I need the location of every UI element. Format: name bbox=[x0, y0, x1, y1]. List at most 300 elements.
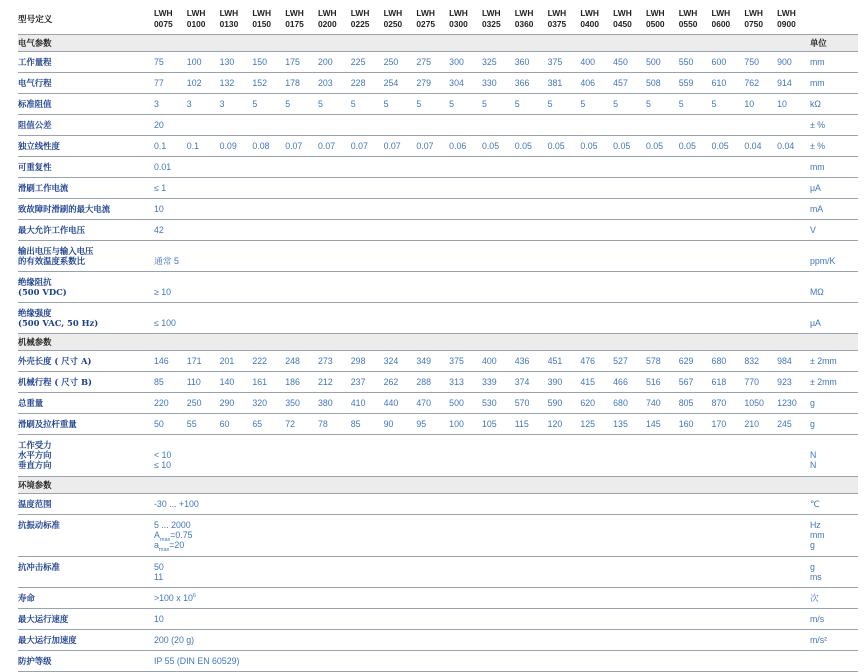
spec-row bbox=[18, 587, 858, 608]
model-code bbox=[580, 4, 613, 34]
model-code bbox=[384, 4, 417, 34]
spec-label-line: 绝缘强度 bbox=[18, 307, 52, 318]
spec-value: 10 bbox=[154, 608, 810, 629]
spec-row bbox=[18, 72, 858, 93]
spec-unit: mm bbox=[810, 51, 858, 72]
spec-row bbox=[18, 271, 858, 302]
spec-value: 590 bbox=[548, 392, 581, 413]
spec-value: 145 bbox=[646, 413, 679, 434]
spec-unit: mA bbox=[810, 198, 858, 219]
spec-row bbox=[18, 135, 858, 156]
spec-value-line bbox=[154, 277, 810, 287]
spec-label-line: 工作受力 bbox=[18, 440, 52, 450]
spec-label: 独立线性度 bbox=[18, 135, 154, 156]
spec-label: 最大运行加速度 bbox=[18, 629, 154, 650]
model-code bbox=[613, 4, 646, 34]
spec-value: 0.08 bbox=[252, 135, 285, 156]
spec-value: 210 bbox=[744, 413, 777, 434]
spec-unit: ± % bbox=[810, 135, 858, 156]
spec-value: 900 bbox=[777, 51, 810, 72]
spec-value: 200 (20 g) bbox=[154, 629, 810, 650]
model-number: 0175 bbox=[285, 18, 304, 29]
spec-label-line: 垂直方向 bbox=[18, 460, 52, 470]
spec-value: 203 bbox=[318, 72, 351, 93]
model-code bbox=[646, 4, 679, 34]
model-code bbox=[712, 4, 745, 34]
spec-value: 390 bbox=[548, 371, 581, 392]
spec-value: 254 bbox=[384, 72, 417, 93]
spec-row bbox=[18, 514, 858, 556]
spec-value: 0.04 bbox=[744, 135, 777, 156]
spec-unit: kΩ bbox=[810, 93, 858, 114]
spec-value: 102 bbox=[187, 72, 220, 93]
spec-unit-line: mm bbox=[809, 530, 825, 540]
model-code bbox=[744, 4, 777, 34]
section-title: 环境参数 bbox=[18, 476, 810, 493]
model-number: 0075 bbox=[154, 18, 173, 29]
spec-value: 5 bbox=[252, 93, 285, 114]
spec-value: 110 bbox=[187, 371, 220, 392]
section-title: 电气参数 bbox=[18, 34, 810, 51]
model-code bbox=[482, 4, 515, 34]
spec-value: 567 bbox=[679, 371, 712, 392]
spec-label-line: 抗振动标准 bbox=[18, 520, 60, 530]
spec-row bbox=[18, 219, 858, 240]
spec-unit: μA bbox=[810, 177, 858, 198]
spec-unit: m/s bbox=[810, 608, 858, 629]
spec-unit-line: g bbox=[809, 540, 815, 550]
spec-value: 115 bbox=[515, 413, 548, 434]
spec-value: 125 bbox=[580, 413, 613, 434]
model-number: 0275 bbox=[416, 18, 436, 29]
spec-value: 0.06 bbox=[449, 135, 482, 156]
spec-unit-line: ppm/K bbox=[809, 255, 836, 266]
spec-value: 0.05 bbox=[548, 135, 581, 156]
spec-value: 466 bbox=[613, 371, 646, 392]
spec-value: 78 bbox=[318, 413, 351, 434]
model-code bbox=[252, 4, 285, 34]
model-series: LWH bbox=[547, 8, 567, 19]
spec-value: 360 bbox=[515, 51, 548, 72]
spec-value: 680 bbox=[613, 392, 646, 413]
spec-value: 100 bbox=[449, 413, 482, 434]
spec-value: 500 bbox=[646, 51, 679, 72]
model-series: LWH bbox=[449, 8, 468, 19]
spec-label: 防护等级 bbox=[18, 650, 154, 671]
spec-unit: m/s² bbox=[810, 629, 858, 650]
spec-value bbox=[154, 434, 810, 476]
unit-column-header: 单位 bbox=[810, 34, 858, 51]
spec-value: 516 bbox=[646, 371, 679, 392]
spec-value: 85 bbox=[154, 371, 187, 392]
spec-value: -30 ... +100 bbox=[154, 493, 810, 514]
spec-value: 201 bbox=[220, 350, 253, 371]
spec-unit bbox=[810, 240, 858, 271]
spec-value: 375 bbox=[548, 51, 581, 72]
model-number: 0450 bbox=[613, 18, 632, 29]
model-number: 0130 bbox=[219, 18, 239, 29]
spec-value: 0.05 bbox=[482, 135, 515, 156]
spec-unit-line: N bbox=[809, 450, 817, 460]
model-series: LWH bbox=[777, 8, 796, 19]
spec-row bbox=[18, 556, 858, 587]
spec-value-line: 5 ... 2000 bbox=[154, 520, 191, 530]
header-label: 型号定义 bbox=[18, 13, 53, 24]
spec-value-line: 50 bbox=[154, 561, 164, 572]
spec-value: 0.05 bbox=[679, 135, 712, 156]
spec-unit-line: μA bbox=[809, 317, 821, 328]
spec-value: 132 bbox=[220, 72, 253, 93]
spec-value: 410 bbox=[351, 392, 384, 413]
spec-value: 220 bbox=[154, 392, 187, 413]
spec-value: 5 bbox=[351, 93, 384, 114]
spec-value: 762 bbox=[744, 72, 777, 93]
spec-label bbox=[18, 434, 154, 476]
model-code bbox=[416, 4, 449, 34]
spec-value: 832 bbox=[744, 350, 777, 371]
spec-value: 530 bbox=[482, 392, 515, 413]
spec-unit: mm bbox=[810, 156, 858, 177]
spec-unit-line: N bbox=[809, 460, 817, 470]
model-number: 0400 bbox=[580, 18, 599, 29]
spec-value: 273 bbox=[318, 350, 351, 371]
spec-value: IP 55 (DIN EN 60529) bbox=[154, 650, 810, 671]
spec-value: 0.05 bbox=[580, 135, 613, 156]
spec-unit: g bbox=[810, 392, 858, 413]
spec-value: 618 bbox=[712, 371, 745, 392]
spec-value: 476 bbox=[580, 350, 613, 371]
section-header-row bbox=[18, 476, 858, 493]
spec-value: 275 bbox=[416, 51, 449, 72]
spec-value: 0.05 bbox=[712, 135, 745, 156]
spec-value: 406 bbox=[580, 72, 613, 93]
spec-value: 570 bbox=[515, 392, 548, 413]
spec-value: 0.01 bbox=[154, 156, 810, 177]
spec-row bbox=[18, 240, 858, 271]
spec-value: 5 bbox=[449, 93, 482, 114]
section-header-row bbox=[18, 333, 858, 350]
spec-value: 0.05 bbox=[646, 135, 679, 156]
model-number: 0550 bbox=[678, 18, 698, 29]
spec-value: 0.05 bbox=[613, 135, 646, 156]
model-code bbox=[220, 4, 253, 34]
spec-value: 186 bbox=[285, 371, 318, 392]
spec-value: 171 bbox=[187, 350, 220, 371]
spec-value: 5 bbox=[416, 93, 449, 114]
model-series: LWH bbox=[350, 8, 370, 19]
spec-value: 600 bbox=[712, 51, 745, 72]
header-unit-spacer bbox=[810, 4, 858, 34]
spec-unit: V bbox=[810, 219, 858, 240]
spec-value: 550 bbox=[679, 51, 712, 72]
spec-row bbox=[18, 156, 858, 177]
spec-value bbox=[154, 514, 810, 556]
spec-unit-line: Hz bbox=[809, 520, 821, 530]
spec-value: 95 bbox=[416, 413, 449, 434]
spec-value: 0.07 bbox=[384, 135, 417, 156]
model-code bbox=[515, 4, 548, 34]
spec-value: 0.05 bbox=[515, 135, 548, 156]
spec-value-line: $a_{max}=20$ bbox=[154, 540, 185, 553]
spec-value: 212 bbox=[318, 371, 351, 392]
spec-unit: g bbox=[810, 413, 858, 434]
spec-value: 178 bbox=[285, 72, 318, 93]
spec-unit: 次 bbox=[810, 587, 858, 608]
spec-label: 阻值公差 bbox=[18, 114, 154, 135]
spec-value: 5 bbox=[712, 93, 745, 114]
spec-value: 300 bbox=[449, 51, 482, 72]
spec-unit bbox=[810, 514, 858, 556]
spec-label bbox=[18, 556, 154, 587]
spec-value: 10 bbox=[744, 93, 777, 114]
spec-value: 0.07 bbox=[318, 135, 351, 156]
spec-unit: mm bbox=[810, 72, 858, 93]
spec-label bbox=[18, 240, 154, 271]
model-series: LWH bbox=[154, 8, 173, 19]
spec-label-line bbox=[18, 530, 154, 540]
spec-value: 381 bbox=[548, 72, 581, 93]
spec-unit-line: g bbox=[809, 561, 815, 572]
spec-value: 349 bbox=[416, 350, 449, 371]
model-series: LWH bbox=[613, 8, 632, 19]
spec-value bbox=[154, 302, 810, 333]
spec-value: 146 bbox=[154, 350, 187, 371]
spec-value: 5 bbox=[285, 93, 318, 114]
spec-value: 105 bbox=[482, 413, 515, 434]
spec-unit bbox=[810, 556, 858, 587]
model-number: 0750 bbox=[744, 18, 763, 29]
spec-value: 0.07 bbox=[285, 135, 318, 156]
model-number: 0300 bbox=[449, 18, 468, 29]
spec-label: 最大允许工作电压 bbox=[18, 219, 154, 240]
spec-value: 1230 bbox=[777, 392, 810, 413]
model-number: 0225 bbox=[350, 18, 370, 29]
spec-value: 805 bbox=[679, 392, 712, 413]
spec-unit: ℃ bbox=[810, 493, 858, 514]
spec-row bbox=[18, 392, 858, 413]
spec-value: 400 bbox=[580, 51, 613, 72]
spec-row bbox=[18, 493, 858, 514]
spec-value: 245 bbox=[777, 413, 810, 434]
spec-value: 0.04 bbox=[777, 135, 810, 156]
spec-value: 470 bbox=[416, 392, 449, 413]
spec-row bbox=[18, 434, 858, 476]
spec-value: >100 x $10^6$ bbox=[154, 587, 810, 608]
spec-value bbox=[154, 271, 810, 302]
spec-label-line: 抗冲击标准 bbox=[18, 561, 60, 572]
spec-value: 290 bbox=[220, 392, 253, 413]
spec-value: 10 bbox=[777, 93, 810, 114]
spec-label: 滑刷工作电流 bbox=[18, 177, 154, 198]
spec-value: 5 bbox=[515, 93, 548, 114]
spec-value: 42 bbox=[154, 219, 810, 240]
spec-unit-line bbox=[810, 277, 858, 287]
spec-value: 415 bbox=[580, 371, 613, 392]
spec-label bbox=[18, 302, 154, 333]
spec-unit-line: ms bbox=[809, 571, 822, 582]
spec-value: 5 bbox=[384, 93, 417, 114]
spec-value: 0.07 bbox=[351, 135, 384, 156]
spec-unit bbox=[810, 302, 858, 333]
spec-value: 60 bbox=[220, 413, 253, 434]
model-series: LWH bbox=[678, 8, 698, 19]
model-code bbox=[154, 4, 187, 34]
spec-value-line bbox=[154, 246, 810, 256]
spec-value: 578 bbox=[646, 350, 679, 371]
model-number: 0250 bbox=[383, 18, 403, 29]
spec-label: 总重量 bbox=[18, 392, 154, 413]
spec-value: 3 bbox=[187, 93, 220, 114]
spec-value: 288 bbox=[416, 371, 449, 392]
spec-value: 527 bbox=[613, 350, 646, 371]
spec-label: 致故障时滑刷的最大电流 bbox=[18, 198, 154, 219]
spec-value: 250 bbox=[384, 51, 417, 72]
spec-unit-line: MΩ bbox=[809, 286, 824, 297]
spec-value: 262 bbox=[384, 371, 417, 392]
model-series: LWH bbox=[285, 8, 304, 19]
model-number: 0900 bbox=[777, 18, 796, 29]
section-title: 机械参数 bbox=[18, 333, 810, 350]
spec-value: ≤ 1 bbox=[154, 177, 810, 198]
spec-unit-line bbox=[810, 308, 858, 318]
spec-value: 500 bbox=[449, 392, 482, 413]
spec-label: 电气行程 bbox=[18, 72, 154, 93]
spec-unit: ± 2mm bbox=[810, 350, 858, 371]
spec-value: 457 bbox=[613, 72, 646, 93]
model-code bbox=[679, 4, 712, 34]
model-series: LWH bbox=[252, 8, 271, 19]
spec-value: 3 bbox=[154, 93, 187, 114]
spec-value: 77 bbox=[154, 72, 187, 93]
spec-value: 325 bbox=[482, 51, 515, 72]
spec-value: 629 bbox=[679, 350, 712, 371]
spec-unit: ± % bbox=[810, 114, 858, 135]
spec-row bbox=[18, 93, 858, 114]
model-series: LWH bbox=[744, 8, 763, 19]
model-series: LWH bbox=[317, 8, 337, 19]
spec-label: 可重复性 bbox=[18, 156, 154, 177]
spec-label bbox=[18, 514, 154, 556]
spec-value: 200 bbox=[318, 51, 351, 72]
spec-label-line: 绝缘阻抗 bbox=[18, 276, 52, 287]
spec-value: 440 bbox=[384, 392, 417, 413]
model-series: LWH bbox=[481, 8, 501, 19]
spec-value: 225 bbox=[351, 51, 384, 72]
spec-value: 10 bbox=[154, 198, 810, 219]
spec-value: 680 bbox=[712, 350, 745, 371]
spec-value-line: ≤ 10 bbox=[154, 460, 172, 470]
spec-row bbox=[18, 371, 858, 392]
spec-label-line bbox=[18, 540, 154, 550]
spec-value: 559 bbox=[679, 72, 712, 93]
model-code bbox=[187, 4, 220, 34]
spec-table bbox=[18, 4, 858, 672]
spec-row bbox=[18, 198, 858, 219]
spec-label bbox=[18, 271, 154, 302]
spec-value: 160 bbox=[679, 413, 712, 434]
model-series: LWH bbox=[711, 8, 731, 19]
spec-value: 450 bbox=[613, 51, 646, 72]
model-code bbox=[351, 4, 384, 34]
model-number: 0150 bbox=[252, 18, 272, 29]
model-number: 0200 bbox=[317, 18, 337, 29]
model-code bbox=[777, 4, 810, 34]
spec-value: 237 bbox=[351, 371, 384, 392]
spec-value: 152 bbox=[252, 72, 285, 93]
spec-value: 5 bbox=[548, 93, 581, 114]
spec-unit bbox=[810, 271, 858, 302]
spec-value: 3 bbox=[220, 93, 253, 114]
spec-value: 5 bbox=[580, 93, 613, 114]
model-number: 0360 bbox=[514, 18, 534, 29]
spec-label: 外壳长度 ( 尺寸 A) bbox=[18, 350, 154, 371]
model-number: 0600 bbox=[711, 18, 731, 29]
spec-value: 375 bbox=[449, 350, 482, 371]
model-series: LWH bbox=[416, 8, 435, 19]
spec-value: 740 bbox=[646, 392, 679, 413]
spec-value: 324 bbox=[384, 350, 417, 371]
spec-value: 330 bbox=[482, 72, 515, 93]
spec-value: 250 bbox=[187, 392, 220, 413]
spec-value: 20 bbox=[154, 114, 810, 135]
spec-row bbox=[18, 177, 858, 198]
model-number: 0375 bbox=[547, 18, 567, 29]
unit-column-header bbox=[810, 333, 858, 350]
spec-label-line: 输出电压与输入电压 bbox=[18, 245, 94, 256]
spec-value: 228 bbox=[351, 72, 384, 93]
spec-value: 85 bbox=[351, 413, 384, 434]
spec-unit bbox=[810, 650, 858, 671]
model-code bbox=[318, 4, 351, 34]
spec-value: 451 bbox=[548, 350, 581, 371]
spec-value: 55 bbox=[187, 413, 220, 434]
spec-row bbox=[18, 51, 858, 72]
model-number: 0500 bbox=[645, 18, 665, 29]
spec-value: 374 bbox=[515, 371, 548, 392]
spec-value: 304 bbox=[449, 72, 482, 93]
spec-value bbox=[154, 240, 810, 271]
spec-value: 366 bbox=[515, 72, 548, 93]
spec-value: 508 bbox=[646, 72, 679, 93]
model-code bbox=[548, 4, 581, 34]
spec-value: 65 bbox=[252, 413, 285, 434]
spec-label-line: 水平方向 bbox=[18, 450, 52, 460]
spec-row bbox=[18, 350, 858, 371]
spec-value: 72 bbox=[285, 413, 318, 434]
spec-value: 1050 bbox=[744, 392, 777, 413]
model-number: 0325 bbox=[481, 18, 501, 29]
spec-value: 120 bbox=[548, 413, 581, 434]
spec-row bbox=[18, 413, 858, 434]
spec-label: 温度范围 bbox=[18, 493, 154, 514]
spec-label-line bbox=[18, 572, 154, 582]
spec-unit bbox=[810, 434, 858, 476]
spec-value-line bbox=[154, 440, 810, 450]
spec-value: 0.07 bbox=[416, 135, 449, 156]
spec-row bbox=[18, 608, 858, 629]
spec-value: 750 bbox=[744, 51, 777, 72]
spec-value: 161 bbox=[252, 371, 285, 392]
spec-value: 610 bbox=[712, 72, 745, 93]
spec-value: 5 bbox=[318, 93, 351, 114]
spec-value: 870 bbox=[712, 392, 745, 413]
spec-label: 最大运行速度 bbox=[18, 608, 154, 629]
spec-label: 机械行程 ( 尺寸 B) bbox=[18, 371, 154, 392]
spec-value: 0.09 bbox=[220, 135, 253, 156]
spec-value: 984 bbox=[777, 350, 810, 371]
spec-value-line: $A_{max}=0.75$ bbox=[154, 530, 193, 543]
spec-value: 770 bbox=[744, 371, 777, 392]
